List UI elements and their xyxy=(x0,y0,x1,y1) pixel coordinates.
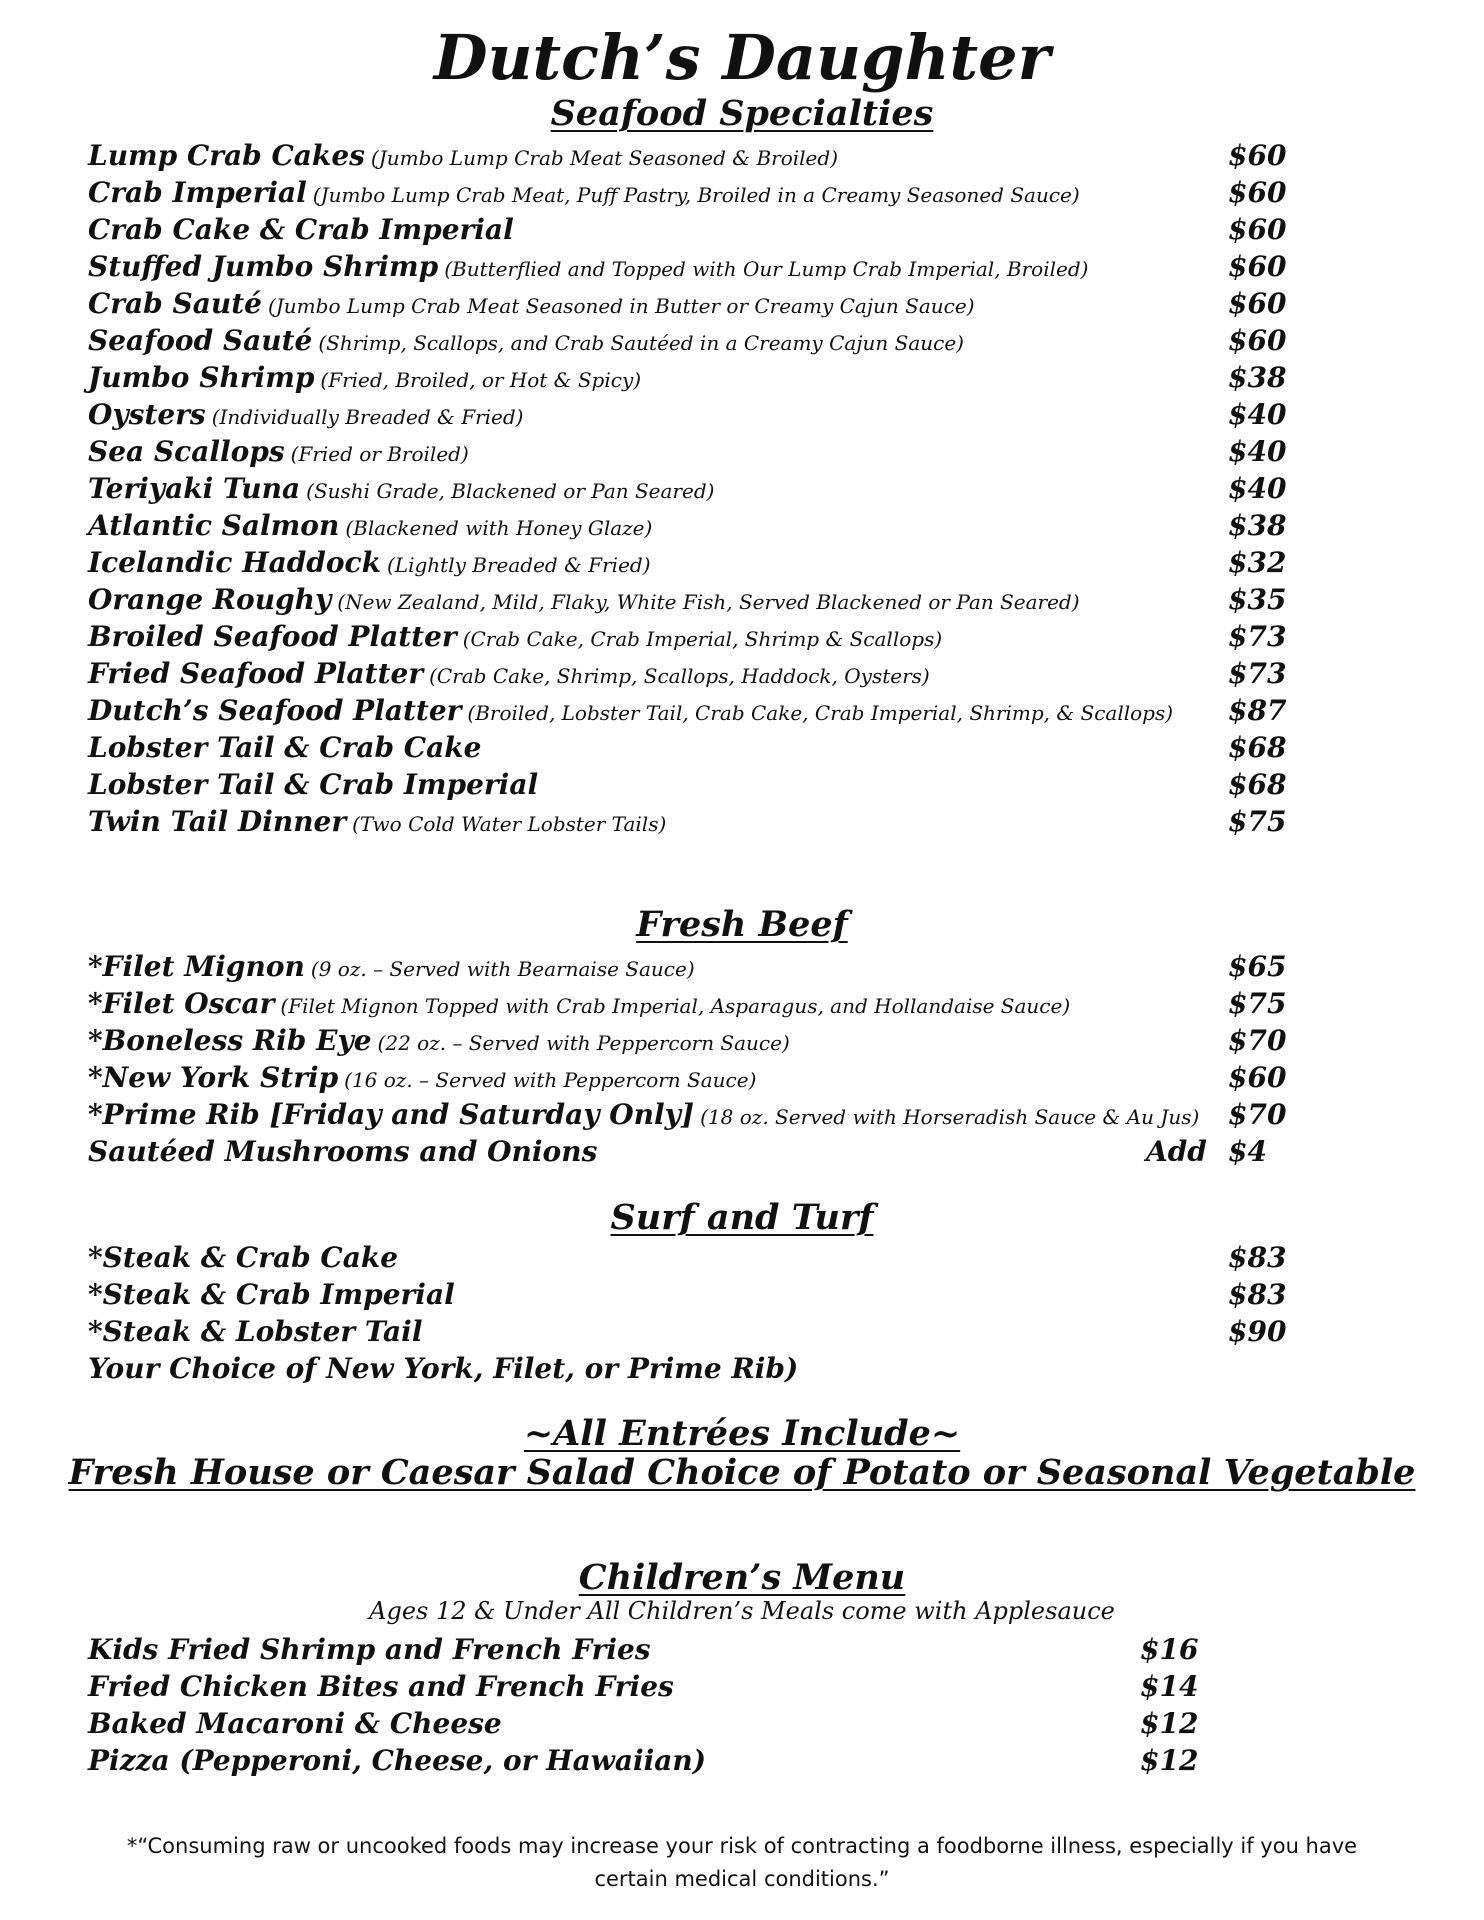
addon-name: Sautéed Mushrooms and Onions xyxy=(88,1135,598,1168)
menu-item xyxy=(88,581,1288,618)
item-price: $16 xyxy=(1140,1633,1199,1666)
item-description: (Lightly Breaded & Fried) xyxy=(387,553,651,577)
item-price: $60 xyxy=(1228,213,1287,246)
item-name: Jumbo Shrimp xyxy=(88,361,315,394)
menu-item xyxy=(88,1313,1288,1350)
item-price: $60 xyxy=(1228,139,1287,172)
item-price: $38 xyxy=(1228,361,1287,394)
item-name: Crab Cake & Crab Imperial xyxy=(88,213,514,246)
menu-item xyxy=(88,1022,1288,1059)
item-name: Lobster Tail & Crab Imperial xyxy=(88,768,539,801)
surf-turf-list xyxy=(88,1239,1288,1387)
disclaimer: *“Consuming raw or uncooked foods may increase your risk of contracting a foodborne illness, especially if you have certain medical conditions.” xyxy=(126,1834,1358,1891)
menu-item xyxy=(88,985,1288,1022)
menu-item xyxy=(88,1631,1288,1668)
item-description: (Filet Mignon Topped with Crab Imperial, Asparagus, and Hollandaise Sauce) xyxy=(280,994,1071,1018)
item-price: $32 xyxy=(1228,546,1287,579)
menu-item xyxy=(88,1096,1288,1133)
item-price: $40 xyxy=(1228,435,1287,468)
item-name: Broiled Seafood Platter xyxy=(88,620,457,653)
restaurant-title: Dutch’s Daughter xyxy=(433,21,1051,94)
item-name: *New York Strip xyxy=(88,1061,339,1094)
item-price: $35 xyxy=(1228,583,1287,616)
menu-item xyxy=(88,1742,1288,1779)
item-name: Crab Sauté xyxy=(88,287,262,320)
item-name: Stuffed Jumbo Shrimp xyxy=(88,250,439,283)
item-name: *Steak & Crab Imperial xyxy=(88,1278,455,1311)
item-description: (18 oz. Served with Horseradish Sauce & Au Jus) xyxy=(700,1105,1200,1129)
item-description: (Jumbo Lump Crab Meat Seasoned & Broiled) xyxy=(370,146,838,170)
menu-item xyxy=(88,174,1288,211)
item-description: (9 oz. – Served with Bearnaise Sauce) xyxy=(310,957,695,981)
kids-heading: Children’s Menu xyxy=(578,1557,906,1598)
item-name: Fried Seafood Platter xyxy=(88,657,424,690)
item-price: $60 xyxy=(1228,250,1287,283)
addon-item xyxy=(88,1133,1288,1170)
menu-item xyxy=(88,544,1288,581)
item-name: *Boneless Rib Eye xyxy=(88,1024,372,1057)
menu-item xyxy=(88,948,1288,985)
item-name: Crab Imperial xyxy=(88,176,307,209)
menu-item xyxy=(88,1668,1288,1705)
item-description: (Butterflied and Topped with Our Lump Crab Imperial, Broiled) xyxy=(444,257,1089,281)
menu-item xyxy=(88,433,1288,470)
item-price: $73 xyxy=(1228,620,1287,653)
item-description: (New Zealand, Mild, Flaky, White Fish, Served Blackened or Pan Seared) xyxy=(337,590,1080,614)
menu-item xyxy=(88,137,1288,174)
menu-item xyxy=(88,507,1288,544)
menu-item xyxy=(88,729,1288,766)
item-price: $12 xyxy=(1140,1707,1199,1740)
beef-heading: Fresh Beef xyxy=(636,904,848,945)
item-name: Atlantic Salmon xyxy=(88,509,340,542)
menu-item xyxy=(88,470,1288,507)
seafood-list xyxy=(88,137,1288,840)
beef-list xyxy=(88,948,1288,1170)
item-name: Dutch’s Seafood Platter xyxy=(88,694,462,727)
item-name: Pizza (Pepperoni, Cheese, or Hawaiian) xyxy=(88,1744,707,1777)
surf-turf-heading: Surf and Turf xyxy=(610,1197,874,1238)
menu-item xyxy=(88,1705,1288,1742)
item-name: Twin Tail Dinner xyxy=(88,805,347,838)
item-price: $40 xyxy=(1228,398,1287,431)
item-name: Sea Scallops xyxy=(88,435,285,468)
item-description: (Shrimp, Scallops, and Crab Sautéed in a Creamy Cajun Sauce) xyxy=(318,331,964,355)
item-name: Lump Crab Cakes xyxy=(88,139,365,172)
menu-item xyxy=(88,248,1288,285)
includes-text: Fresh House or Caesar Salad Choice of Potato or Seasonal Vegetable xyxy=(68,1452,1416,1493)
item-price: $70 xyxy=(1228,1024,1287,1057)
item-price: $40 xyxy=(1228,472,1287,505)
addon-price: $4 xyxy=(1228,1135,1267,1168)
item-price: $83 xyxy=(1228,1278,1287,1311)
kids-list xyxy=(88,1631,1288,1779)
item-price: $75 xyxy=(1228,805,1287,838)
item-name: Teriyaki Tuna xyxy=(88,472,301,505)
item-description: (Jumbo Lump Crab Meat, Puff Pastry, Broiled in a Creamy Seasoned Sauce) xyxy=(312,183,1080,207)
menu-item xyxy=(88,766,1288,803)
menu-item xyxy=(88,692,1288,729)
menu-item xyxy=(88,1239,1288,1276)
item-name: *Filet Mignon xyxy=(88,950,305,983)
item-description: (Individually Breaded & Fried) xyxy=(211,405,524,429)
item-price: $60 xyxy=(1228,287,1287,320)
item-price: $73 xyxy=(1228,657,1287,690)
item-name: Fried Chicken Bites and French Fries xyxy=(88,1670,674,1703)
item-name: Lobster Tail & Crab Cake xyxy=(88,731,482,764)
item-price: $87 xyxy=(1228,694,1287,727)
seafood-heading: Seafood Specialties xyxy=(550,93,934,134)
item-price: $38 xyxy=(1228,509,1287,542)
item-price: $75 xyxy=(1228,987,1287,1020)
item-description: (Jumbo Lump Crab Meat Seasoned in Butter or Creamy Cajun Sauce) xyxy=(267,294,975,318)
item-name: Icelandic Haddock xyxy=(88,546,381,579)
item-name: *Filet Oscar xyxy=(88,987,275,1020)
item-name: *Prime Rib [Friday and Saturday Only] xyxy=(88,1098,695,1131)
menu-item xyxy=(88,655,1288,692)
menu-item xyxy=(88,1276,1288,1313)
item-description: (Two Cold Water Lobster Tails) xyxy=(352,812,667,836)
item-price: $60 xyxy=(1228,176,1287,209)
note-text: Your Choice of New York, Filet, or Prime Rib) xyxy=(88,1352,799,1385)
addon-label: Add xyxy=(1146,1135,1207,1168)
item-description: (Fried, Broiled, or Hot & Spicy) xyxy=(320,368,642,392)
menu-item xyxy=(88,285,1288,322)
item-description: (22 oz. – Served with Peppercorn Sauce) xyxy=(377,1031,790,1055)
item-description: (Fried or Broiled) xyxy=(290,442,469,466)
includes-heading: ~All Entrées Include~ xyxy=(523,1413,961,1454)
item-price: $68 xyxy=(1228,731,1287,764)
item-description: (16 oz. – Served with Peppercorn Sauce) xyxy=(344,1068,757,1092)
item-name: Orange Roughy xyxy=(88,583,332,616)
item-name: Oysters xyxy=(88,398,206,431)
surf-turf-note xyxy=(88,1350,1288,1387)
item-name: Baked Macaroni & Cheese xyxy=(88,1707,502,1740)
item-price: $12 xyxy=(1140,1744,1199,1777)
item-name: *Steak & Crab Cake xyxy=(88,1241,399,1274)
menu-item xyxy=(88,359,1288,396)
menu-item xyxy=(88,322,1288,359)
item-price: $14 xyxy=(1140,1670,1199,1703)
menu-item xyxy=(88,396,1288,433)
menu-item xyxy=(88,211,1288,248)
item-name: *Steak & Lobster Tail xyxy=(88,1315,423,1348)
item-price: $60 xyxy=(1228,324,1287,357)
menu-item xyxy=(88,618,1288,655)
item-price: $90 xyxy=(1228,1315,1287,1348)
kids-note: Ages 12 & Under All Children’s Meals come with Applesauce xyxy=(369,1597,1115,1625)
item-price: $65 xyxy=(1228,950,1287,983)
item-price: $68 xyxy=(1228,768,1287,801)
item-description: (Crab Cake, Crab Imperial, Shrimp & Scallops) xyxy=(462,627,943,651)
item-description: (Sushi Grade, Blackened or Pan Seared) xyxy=(306,479,715,503)
item-description: (Broiled, Lobster Tail, Crab Cake, Crab Imperial, Shrimp, & Scallops) xyxy=(467,701,1174,725)
item-price: $60 xyxy=(1228,1061,1287,1094)
item-price: $83 xyxy=(1228,1241,1287,1274)
item-description: (Crab Cake, Shrimp, Scallops, Haddock, Oysters) xyxy=(429,664,930,688)
item-price: $70 xyxy=(1228,1098,1287,1131)
item-description: (Blackened with Honey Glaze) xyxy=(345,516,653,540)
menu-item xyxy=(88,1059,1288,1096)
item-name: Seafood Sauté xyxy=(88,324,313,357)
item-name: Kids Fried Shrimp and French Fries xyxy=(88,1633,651,1666)
menu-item xyxy=(88,803,1288,840)
